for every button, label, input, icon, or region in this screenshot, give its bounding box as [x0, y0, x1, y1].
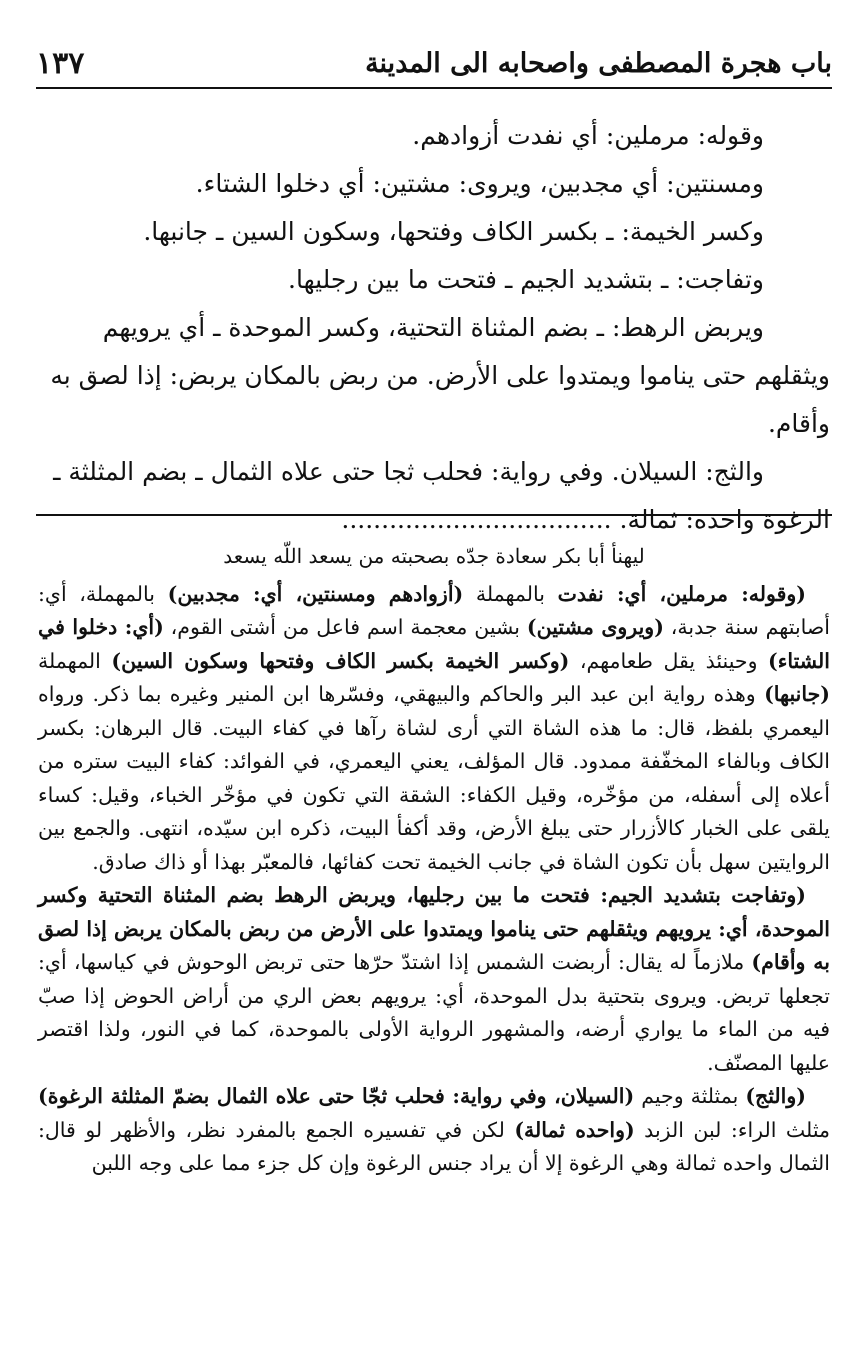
commentary-text: بالمهملة [463, 581, 558, 606]
header-rule [36, 87, 832, 89]
main-text [40, 112, 830, 544]
commentary [38, 540, 830, 1181]
commentary-text: لكن في تفسيره الجمع بالمفرد نظر، والأظهر لو قال: الثمال واحده ثمالة وهي الرغوة إلا أن يراد جنس الرغوة وإن كل جزء مما على وجه اللبن [38, 1117, 830, 1175]
page-header [36, 38, 832, 88]
main-line: وقوله: مرملين: أي نفدت أزوادهم. [412, 121, 764, 150]
main-line-text: والثج: السيلان. وفي رواية: فحلب ثجا حتى علاه الثمال ـ بضم المثلثة ـ الرغوة واحده: ثمالة. [53, 457, 830, 534]
main-line [40, 448, 830, 544]
chapter-title: باب هجرة المصطفى واصحابه الى المدينة [365, 47, 832, 79]
commentary-text: بشين معجمة اسم فاعل من أشتى القوم، [163, 615, 527, 639]
bold-quote: (أي: دخلوا في الشتاء) [38, 615, 831, 673]
verse-line: ليهنأ أبا بكر سعادة جدّه بصحبته من يسعد اللّه يسعد [223, 544, 645, 568]
commentary-text: المهملة [38, 648, 112, 673]
bold-quote: (جانبها) [764, 682, 830, 706]
bold-quote: (ويروى مشتين) [526, 615, 664, 639]
bold-quote: (وكسر الخيمة بكسر الكاف وفتحها وسكون السين) [111, 648, 570, 673]
commentary-paragraph [38, 1080, 830, 1181]
commentary-text: مثلث الراء: لبن الزبد [634, 1117, 830, 1142]
bold-quote: (وتفاجت بتشديد الجيم: فتحت ما بين رجليها، ويربض الرهط بضم المثناة التحتية وكسر الموحدة، أي: يرويهم ويثقلهم حتى يناموا ويمتدوا على الأرض من ربض بالمكان يربض إذا لصق به وأقام) [38, 883, 830, 974]
commentary-text: ملازماً له يقال: أربضت الشمس إذا اشتدّ حرّها حتى تربض الوحوش في كياسها، أي: تجعلها تربض. ويروى بتحتية بدل الموحدة، أي: يرويهم بعض الري من أراض الحوض إذا صبّ فيه من الماء ما يواري أرضه، والمشهور الرواية الأولى بالموحدة، كما في النور، ولذا اقتصر عليها المصنّف. [38, 950, 830, 1075]
bold-quote: (واحده ثمالة) [514, 1117, 635, 1142]
main-line: ويربض الرهط: ـ بضم المثناة التحتية، وكسر الموحدة ـ أي يرويهم ويثقلهم حتى يناموا ويمتدوا على الأرض. من ربض بالمكان يربض: إذا لصق به وأقام. [50, 313, 830, 438]
dotted-leader: .................................. [341, 505, 612, 534]
bold-quote: (والثج) [745, 1084, 806, 1108]
section-rule [36, 514, 832, 516]
commentary-text: وحينئذ يقل طعامهم، [569, 648, 768, 673]
bold-quote: (وقوله: مرملين، أي: نفدت [557, 581, 806, 606]
commentary-text: بمثلثة وجيم [634, 1084, 746, 1108]
main-line: ومسنتين: أي مجدبين، ويروى: مشتين: أي دخلوا الشتاء. [195, 169, 764, 198]
commentary-paragraph [38, 879, 830, 1080]
page-number: ١٣٧ [36, 45, 85, 81]
commentary-paragraph [38, 578, 830, 880]
bold-quote: (السيلان، وفي رواية: فحلب ثجّا حتى علاه الثمال بضمّ المثلثة الرغوة) [38, 1084, 635, 1108]
commentary-text: وهذه رواية ابن عبد البر والحاكم والبيهقي، وفسّرها ابن المنير وغيره بما ذكر. ورواه اليعمري بلفظ، قال: ما هذه الشاة التي أرى لشاة رآها في كفاء البيت. قال البرهان: بكسر الكاف وبالفاء المخفّفة ممدود. قال المؤلف، يعني اليعمري، في الفوائد: كفاء البيت ستره من أعلاه إلى أسفله، من مؤخّره، وقيل الكفاء: الشقة التي تكون في مؤخّر الخباء، وقيل: كساء يلقى على الخبار كالأزرار حتى يبلغ الأرض، وقد أكفأ البيت، ذكره ابن سيّده، انتهى. والجمع بين الروايتين سهل بأن تكون الشاة في جانب الخيمة تحت كفائها، فالمعبّر بهذا أو ذاك صادق. [38, 682, 830, 874]
commentary-text: بالمهملة، أي: أصابتهم سنة جدبة، [38, 581, 830, 639]
main-line: وتفاجت: ـ بتشديد الجيم ـ فتحت ما بين رجليها. [288, 265, 764, 294]
main-line: وكسر الخيمة: ـ بكسر الكاف وفتحها، وسكون السين ـ جانبها. [143, 217, 764, 246]
bold-quote: (أزوادهم ومسنتين، أي: مجدبين) [167, 581, 464, 606]
